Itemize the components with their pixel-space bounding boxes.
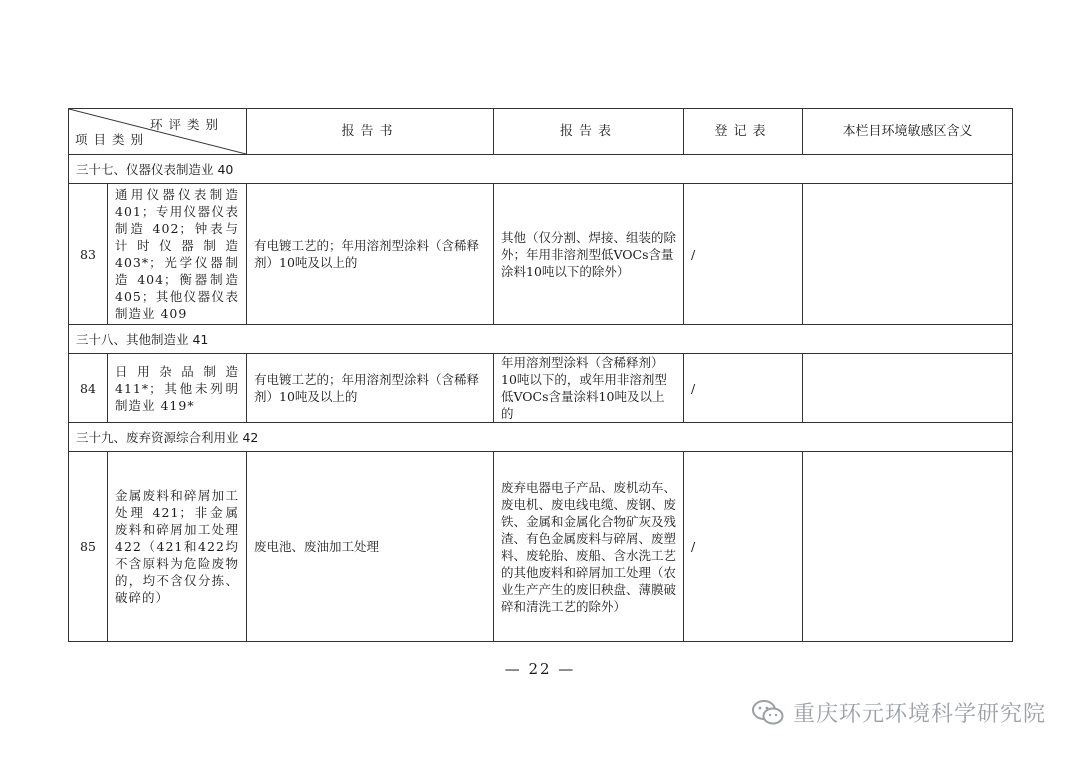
table-row xyxy=(69,354,1013,423)
section-title: 三十八、其他制造业 41 xyxy=(69,325,1013,354)
row-number: 83 xyxy=(69,184,108,325)
section-row xyxy=(69,423,1013,452)
section-row xyxy=(69,155,1013,184)
report-form-criteria: 其他（仅分割、焊接、组装的除外；年用非溶剂型低VOCs含量涂料10吨以下的除外） xyxy=(494,184,684,325)
row-number: 85 xyxy=(69,452,108,642)
sensitive-area-meaning xyxy=(803,184,1013,325)
col-form-header: 报告表 xyxy=(494,109,684,155)
report-form-criteria: 年用溶剂型涂料（含稀释剂）10吨以下的，或年用非溶剂型低VOCs含量涂料10吨及以上的 xyxy=(494,354,684,423)
watermark-text: 重庆环元环境科学研究院 xyxy=(792,702,1046,727)
page-number: — 22 — xyxy=(504,660,576,678)
env-category-label: 环评类别 xyxy=(149,117,224,132)
wechat-icon xyxy=(751,698,785,728)
col-register-header: 登记表 xyxy=(684,109,803,155)
project-category: 日用杂品制造 411*；其他未列明制造业 419* xyxy=(108,354,247,423)
catalog-table xyxy=(68,108,1013,642)
row-number: 84 xyxy=(69,354,108,423)
project-category: 通用仪器仪表制造 401；专用仪器仪表制造 402；钟表与计时仪器制造 403*；光学仪器制造 404；衡器制造 405；其他仪器仪表制造业 409 xyxy=(108,184,247,325)
report-book-criteria: 有电镀工艺的；年用溶剂型涂料（含稀释剂）10吨及以上的 xyxy=(247,354,494,423)
table-row xyxy=(69,184,1013,325)
watermark xyxy=(751,697,1046,728)
register-form-criteria: / xyxy=(684,452,803,642)
table-header-row xyxy=(69,109,1013,155)
register-form-criteria: / xyxy=(684,354,803,423)
project-category: 金属废料和碎屑加工处理 421；非金属废料和碎屑加工处理 422（421和422均不含原料为危险废物的，均不含仅分拣、破碎的） xyxy=(108,452,247,642)
section-title: 三十九、废弃资源综合利用业 42 xyxy=(69,423,1013,452)
report-book-criteria: 废电池、废油加工处理 xyxy=(247,452,494,642)
sensitive-area-meaning xyxy=(803,452,1013,642)
table-row xyxy=(69,452,1013,642)
report-book-criteria: 有电镀工艺的；年用溶剂型涂料（含稀释剂）10吨及以上的 xyxy=(247,184,494,325)
register-form-criteria: / xyxy=(684,184,803,325)
project-category-label: 项目类别 xyxy=(75,132,150,147)
report-form-criteria: 废弃电器电子产品、废机动车、废电机、废电线电缆、废钢、废铁、金属和金属化合物矿灰及残渣、有色金属废料与碎屑、废塑料、废轮胎、废船、含水洗工艺的其他废料和碎屑加工处理（农业生产产生的废旧秧盘、薄膜破碎和清洗工艺的除外） xyxy=(494,452,684,642)
section-title: 三十七、仪器仪表制造业 40 xyxy=(69,155,1013,184)
diagonal-header-cell xyxy=(69,109,247,155)
col-sensitive-header: 本栏目环境敏感区含义 xyxy=(803,109,1013,155)
section-row xyxy=(69,325,1013,354)
col-report-header: 报告书 xyxy=(247,109,494,155)
sensitive-area-meaning xyxy=(803,354,1013,423)
